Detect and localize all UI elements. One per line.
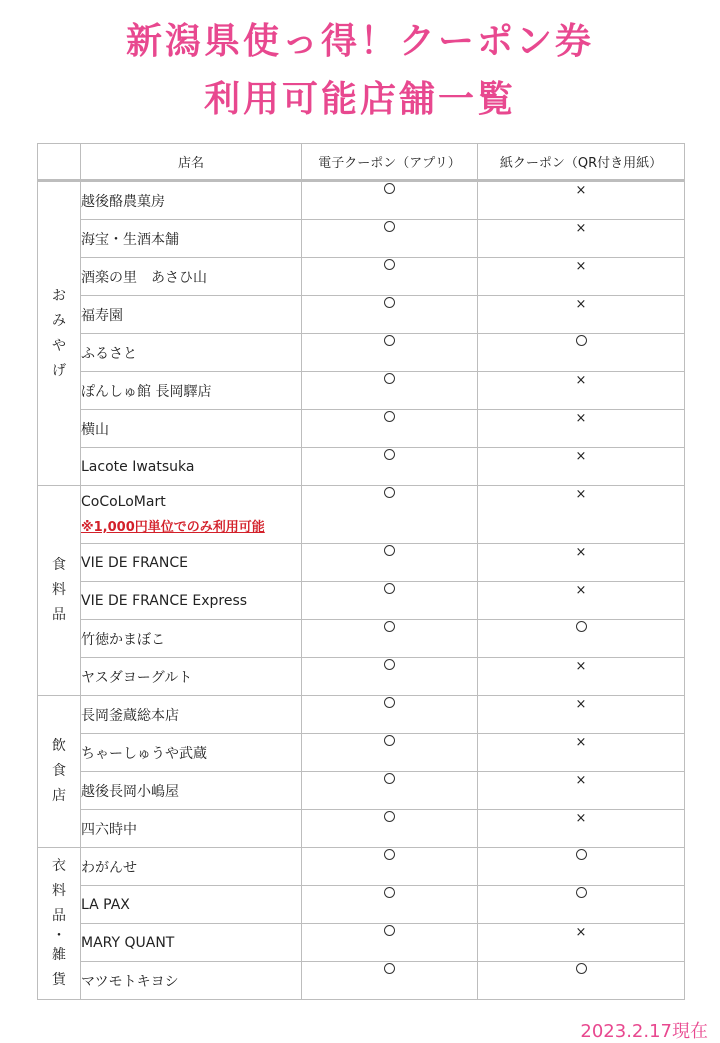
paper-coupon-cell bbox=[478, 696, 685, 734]
store-name: 海宝・生酒本舗 bbox=[81, 231, 179, 248]
page-title-line2: 利用可能店舗一覧 bbox=[203, 79, 516, 120]
app-coupon-cell bbox=[302, 810, 478, 848]
store-name: 酒楽の里 あさひ山 bbox=[81, 269, 207, 286]
paper-coupon-cell bbox=[478, 658, 685, 696]
table-row bbox=[38, 848, 685, 886]
app-coupon-cell bbox=[302, 372, 478, 410]
store-name-cell bbox=[81, 848, 302, 886]
paper-coupon-cell bbox=[478, 620, 685, 658]
app-coupon-cell bbox=[302, 334, 478, 372]
table-row bbox=[38, 544, 685, 582]
store-name-cell bbox=[81, 734, 302, 772]
table-row bbox=[38, 258, 685, 296]
store-name: 横山 bbox=[81, 421, 109, 438]
store-name: CoCoLoMart bbox=[81, 494, 166, 510]
category-char: 品 bbox=[52, 607, 66, 623]
store-name-cell bbox=[81, 258, 302, 296]
as-of-date: 2023.2.17現在 bbox=[580, 1021, 708, 1042]
unavailable-mark: × bbox=[575, 773, 587, 788]
store-name: Lacote Iwatsuka bbox=[81, 458, 195, 475]
store-name: わがんせ bbox=[81, 859, 137, 876]
header-app-coupon: 電子クーポン（アプリ） bbox=[302, 144, 478, 181]
available-mark bbox=[384, 849, 395, 860]
paper-coupon-cell bbox=[478, 486, 685, 544]
table-body bbox=[38, 181, 685, 1000]
unavailable-mark: × bbox=[575, 697, 587, 712]
store-name-cell bbox=[81, 620, 302, 658]
store-name: マツモトキヨシ bbox=[81, 973, 179, 990]
store-name: 福寿園 bbox=[81, 307, 123, 324]
unavailable-mark: × bbox=[575, 659, 587, 674]
store-name: 越後長岡小嶋屋 bbox=[81, 783, 179, 800]
available-mark bbox=[384, 221, 395, 232]
app-coupon-cell bbox=[302, 544, 478, 582]
paper-coupon-cell bbox=[478, 582, 685, 620]
available-mark bbox=[576, 621, 587, 632]
unavailable-mark: × bbox=[575, 811, 587, 826]
store-name-cell bbox=[81, 772, 302, 810]
store-name: 越後酪農菓房 bbox=[81, 193, 165, 210]
store-name: 長岡釜蔵総本店 bbox=[81, 707, 179, 724]
available-mark bbox=[576, 849, 587, 860]
store-table bbox=[37, 143, 685, 1000]
category-char: 料 bbox=[52, 883, 66, 899]
table-row bbox=[38, 962, 685, 1000]
store-name: ちゃーしゅうや武蔵 bbox=[81, 745, 207, 762]
unavailable-mark: × bbox=[575, 221, 587, 236]
store-name-cell bbox=[81, 962, 302, 1000]
header-paper-coupon: 紙クーポン（QR付き用紙） bbox=[478, 144, 685, 181]
app-coupon-cell bbox=[302, 620, 478, 658]
store-name: VIE DE FRANCE Express bbox=[81, 592, 248, 609]
paper-coupon-cell bbox=[478, 772, 685, 810]
paper-coupon-cell bbox=[478, 810, 685, 848]
store-name: 四六時中 bbox=[81, 821, 137, 838]
table-row bbox=[38, 886, 685, 924]
available-mark bbox=[384, 925, 395, 936]
store-name-cell bbox=[81, 410, 302, 448]
unavailable-mark: × bbox=[575, 545, 587, 560]
unavailable-mark: × bbox=[575, 449, 587, 464]
available-mark bbox=[384, 411, 395, 422]
store-name-cell bbox=[81, 924, 302, 962]
table-row bbox=[38, 296, 685, 334]
store-name-cell bbox=[81, 658, 302, 696]
available-mark bbox=[384, 183, 395, 194]
category-char: 雑 bbox=[52, 947, 66, 963]
category-char: 貨 bbox=[52, 972, 66, 988]
store-name: MARY QUANT bbox=[81, 934, 175, 951]
app-coupon-cell bbox=[302, 696, 478, 734]
category-cell bbox=[38, 486, 81, 696]
paper-coupon-cell bbox=[478, 372, 685, 410]
available-mark bbox=[384, 963, 395, 974]
category-cell bbox=[38, 848, 81, 1000]
table-header-row bbox=[38, 144, 685, 181]
table-row bbox=[38, 220, 685, 258]
store-name-cell bbox=[81, 486, 302, 544]
store-name-cell bbox=[81, 448, 302, 486]
unavailable-mark: × bbox=[575, 373, 587, 388]
available-mark bbox=[384, 297, 395, 308]
header-category bbox=[38, 144, 81, 181]
category-char: お bbox=[52, 287, 66, 304]
page-title-line1: 新潟県使っ得！クーポン券 bbox=[125, 21, 594, 62]
category-char: み bbox=[52, 312, 66, 329]
store-name: VIE DE FRANCE bbox=[81, 554, 188, 571]
app-coupon-cell bbox=[302, 296, 478, 334]
unavailable-mark: × bbox=[575, 735, 587, 750]
store-name: LA PAX bbox=[81, 896, 130, 913]
available-mark bbox=[384, 773, 395, 784]
available-mark bbox=[384, 735, 395, 746]
available-mark bbox=[384, 621, 395, 632]
unavailable-mark: × bbox=[575, 925, 587, 940]
table-row bbox=[38, 372, 685, 410]
available-mark bbox=[576, 887, 587, 898]
category-char: 食 bbox=[52, 763, 66, 779]
app-coupon-cell bbox=[302, 658, 478, 696]
category-char: げ bbox=[52, 362, 66, 379]
available-mark bbox=[384, 373, 395, 384]
paper-coupon-cell bbox=[478, 410, 685, 448]
category-char: 料 bbox=[52, 582, 66, 598]
paper-coupon-cell bbox=[478, 848, 685, 886]
available-mark bbox=[384, 259, 395, 270]
store-name: 竹徳かまぼこ bbox=[81, 631, 165, 648]
available-mark bbox=[384, 811, 395, 822]
available-mark bbox=[384, 545, 395, 556]
table-row bbox=[38, 448, 685, 486]
unavailable-mark: × bbox=[575, 183, 587, 198]
category-char: ・ bbox=[52, 928, 66, 944]
app-coupon-cell bbox=[302, 772, 478, 810]
category-char: や bbox=[52, 337, 66, 354]
store-name: ヤスダヨーグルト bbox=[81, 669, 193, 686]
available-mark bbox=[384, 487, 395, 498]
table-row bbox=[38, 772, 685, 810]
store-name-cell bbox=[81, 544, 302, 582]
table-row bbox=[38, 334, 685, 372]
app-coupon-cell bbox=[302, 486, 478, 544]
app-coupon-cell bbox=[302, 582, 478, 620]
table-row bbox=[38, 486, 685, 544]
store-name-cell bbox=[81, 372, 302, 410]
paper-coupon-cell bbox=[478, 924, 685, 962]
app-coupon-cell bbox=[302, 962, 478, 1000]
available-mark bbox=[576, 963, 587, 974]
table-row bbox=[38, 924, 685, 962]
paper-coupon-cell bbox=[478, 181, 685, 220]
available-mark bbox=[384, 583, 395, 594]
table-row bbox=[38, 696, 685, 734]
paper-coupon-cell bbox=[478, 544, 685, 582]
store-name-cell bbox=[81, 886, 302, 924]
table-row bbox=[38, 658, 685, 696]
table-row bbox=[38, 181, 685, 220]
app-coupon-cell bbox=[302, 886, 478, 924]
store-name-cell bbox=[81, 582, 302, 620]
paper-coupon-cell bbox=[478, 220, 685, 258]
store-name-cell bbox=[81, 810, 302, 848]
store-name-cell bbox=[81, 220, 302, 258]
paper-coupon-cell bbox=[478, 734, 685, 772]
app-coupon-cell bbox=[302, 924, 478, 962]
category-cell bbox=[38, 181, 81, 486]
category-char: 衣 bbox=[52, 858, 66, 874]
unavailable-mark: × bbox=[575, 411, 587, 426]
paper-coupon-cell bbox=[478, 886, 685, 924]
unavailable-mark: × bbox=[575, 583, 587, 598]
paper-coupon-cell bbox=[478, 962, 685, 1000]
store-name: ふるさと bbox=[81, 345, 137, 362]
category-char: 店 bbox=[52, 788, 66, 804]
table-row bbox=[38, 582, 685, 620]
store-name-cell bbox=[81, 296, 302, 334]
app-coupon-cell bbox=[302, 734, 478, 772]
available-mark bbox=[384, 659, 395, 670]
unavailable-mark: × bbox=[575, 259, 587, 274]
table-row bbox=[38, 734, 685, 772]
store-name-cell bbox=[81, 334, 302, 372]
category-char: 飲 bbox=[52, 738, 66, 754]
header-store-name: 店名 bbox=[81, 144, 302, 181]
table-row bbox=[38, 620, 685, 658]
store-name-cell bbox=[81, 696, 302, 734]
paper-coupon-cell bbox=[478, 296, 685, 334]
app-coupon-cell bbox=[302, 848, 478, 886]
store-note: ※1,000円単位でのみ利用可能 bbox=[81, 520, 265, 535]
paper-coupon-cell bbox=[478, 258, 685, 296]
app-coupon-cell bbox=[302, 181, 478, 220]
paper-coupon-cell bbox=[478, 448, 685, 486]
table-row bbox=[38, 810, 685, 848]
store-name: ぽんしゅ館 長岡驛店 bbox=[81, 383, 212, 400]
available-mark bbox=[384, 335, 395, 346]
category-cell bbox=[38, 696, 81, 848]
table-row bbox=[38, 410, 685, 448]
app-coupon-cell bbox=[302, 220, 478, 258]
available-mark bbox=[384, 449, 395, 460]
app-coupon-cell bbox=[302, 410, 478, 448]
store-name-cell bbox=[81, 181, 302, 220]
category-char: 食 bbox=[52, 557, 66, 573]
available-mark bbox=[576, 335, 587, 346]
available-mark bbox=[384, 697, 395, 708]
app-coupon-cell bbox=[302, 258, 478, 296]
paper-coupon-cell bbox=[478, 334, 685, 372]
category-char: 品 bbox=[52, 908, 66, 924]
available-mark bbox=[384, 887, 395, 898]
app-coupon-cell bbox=[302, 448, 478, 486]
unavailable-mark: × bbox=[575, 487, 587, 502]
unavailable-mark: × bbox=[575, 297, 587, 312]
